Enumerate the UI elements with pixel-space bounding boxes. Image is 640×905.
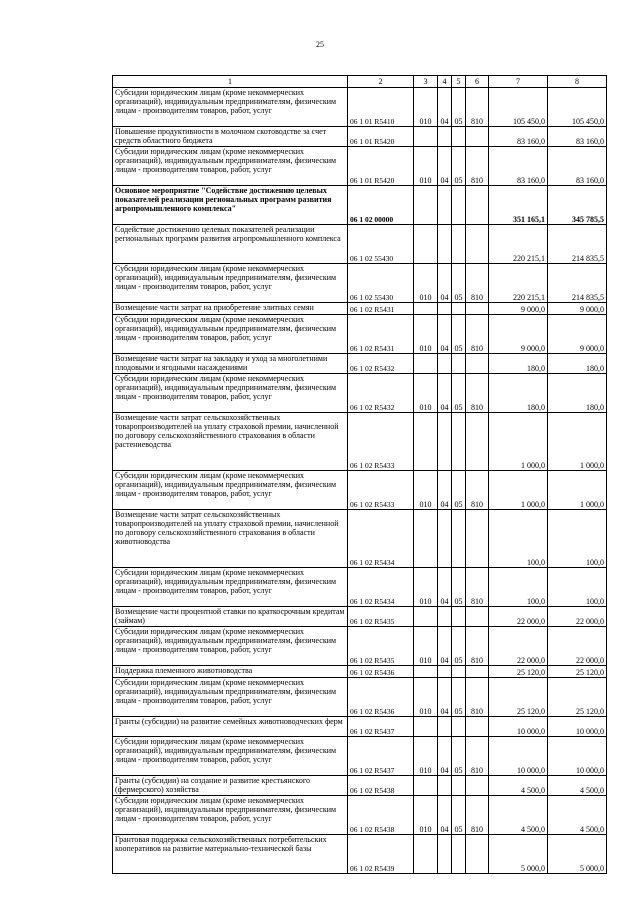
row-col4 [438,186,452,225]
row-col6 [466,835,489,874]
row-col6: 810 [466,264,489,303]
row-col6 [466,303,489,315]
row-value-8: 25 120,0 [548,678,607,717]
row-col4 [438,510,452,568]
table-row [113,737,607,776]
row-value-7: 220 215,1 [489,225,548,264]
row-col3 [414,607,438,627]
row-value-7: 83 160,0 [489,147,548,186]
row-col4: 04 [438,568,452,607]
row-value-7: 180,0 [489,374,548,413]
row-value-8: 10 000,0 [548,717,607,737]
row-code: 06 1 02 00000 [348,186,414,225]
column-header: 3 [414,76,438,88]
row-col6 [466,666,489,678]
row-col5: 05 [452,678,466,717]
row-col3 [414,186,438,225]
row-value-7: 1 000,0 [489,413,548,471]
row-value-8: 4 500,0 [548,776,607,796]
row-value-7: 9 000,0 [489,315,548,354]
row-col5 [452,225,466,264]
row-name: Возмещение части процентной ставки по краткосрочным кредитам (займам) [113,607,348,627]
row-col3: 010 [414,678,438,717]
row-code: 06 1 02 R5438 [348,776,414,796]
row-code: 06 1 02 R5436 [348,666,414,678]
row-code: 06 1 02 R5437 [348,737,414,776]
row-name: Повышение продуктивности в молочном скотоводстве за счет средств областного бюджета [113,127,348,147]
row-value-7: 1 000,0 [489,471,548,510]
row-col6 [466,717,489,737]
row-name: Субсидии юридическим лицам (кроме некоммерческих организаций), индивидуальным предпринимателям, физическим лицам - производителям товаров, работ, услуг [113,374,348,413]
row-value-7: 10 000,0 [489,737,548,776]
row-col3 [414,127,438,147]
row-code: 06 1 02 R5437 [348,717,414,737]
row-code: 06 1 02 R5434 [348,568,414,607]
row-value-8: 100,0 [548,568,607,607]
row-col3: 010 [414,737,438,776]
row-col3 [414,225,438,264]
row-value-8: 1 000,0 [548,471,607,510]
row-value-7: 5 000,0 [489,835,548,874]
row-col6: 810 [466,315,489,354]
table-row [113,568,607,607]
row-name: Субсидии юридическим лицам (кроме некоммерческих организаций), индивидуальным предпринимателям, физическим лицам - производителям товаров, работ, услуг [113,471,348,510]
row-col6: 810 [466,147,489,186]
row-col5 [452,186,466,225]
row-name: Субсидии юридическим лицам (кроме некоммерческих организаций), индивидуальным предпринимателям, физическим лицам - производителям товаров, работ, услуг [113,627,348,666]
column-header: 8 [548,76,607,88]
row-code: 06 1 02 55430 [348,264,414,303]
row-col5 [452,413,466,471]
row-value-7: 105 450,0 [489,88,548,127]
row-col6 [466,510,489,568]
row-col4 [438,666,452,678]
row-col3: 010 [414,471,438,510]
row-col6 [466,607,489,627]
row-col4 [438,127,452,147]
row-col3: 010 [414,264,438,303]
row-col5: 05 [452,374,466,413]
row-col4 [438,607,452,627]
row-value-7: 220 215,1 [489,264,548,303]
row-code: 06 1 01 R5420 [348,147,414,186]
row-col5 [452,607,466,627]
row-col4 [438,354,452,374]
row-name: Субсидии юридическим лицам (кроме некоммерческих организаций), индивидуальным предпринимателям, физическим лицам - производителям товаров, работ, услуг [113,147,348,186]
table-row [113,666,607,678]
table-row [113,303,607,315]
row-code: 06 1 02 R5431 [348,303,414,315]
row-col6: 810 [466,471,489,510]
row-col5: 05 [452,315,466,354]
row-value-8: 9 000,0 [548,315,607,354]
row-value-7: 351 165,1 [489,186,548,225]
row-code: 06 1 02 R5439 [348,835,414,874]
row-col3 [414,717,438,737]
row-value-8: 214 835,5 [548,264,607,303]
row-name: Гранты (субсидии) на создание и развитие крестьянского (фермерского) хозяйства [113,776,348,796]
row-code: 06 1 02 55430 [348,225,414,264]
page-number: 25 [316,40,324,49]
row-col5: 05 [452,627,466,666]
row-col5: 05 [452,264,466,303]
row-col5 [452,510,466,568]
row-col3: 010 [414,374,438,413]
row-value-8: 9 000,0 [548,303,607,315]
row-col6 [466,413,489,471]
row-code: 06 1 02 R5438 [348,796,414,835]
row-value-7: 100,0 [489,510,548,568]
row-name: Основное мероприятие "Содействие достижению целевых показателей реализации региональных программ развития агропромышленного комплекса" [113,186,348,225]
table-row [113,607,607,627]
row-col4: 04 [438,374,452,413]
row-col4: 04 [438,264,452,303]
row-col4: 04 [438,88,452,127]
row-col5: 05 [452,568,466,607]
row-value-8: 100,0 [548,510,607,568]
row-name: Субсидии юридическим лицам (кроме некоммерческих организаций), индивидуальным предпринимателям, физическим лицам - производителям товаров, работ, услуг [113,568,348,607]
row-value-8: 4 500,0 [548,796,607,835]
row-value-8: 180,0 [548,354,607,374]
row-col5 [452,354,466,374]
row-name: Субсидии юридическим лицам (кроме некоммерческих организаций), индивидуальным предпринимателям, физическим лицам - производителям товаров, работ, услуг [113,264,348,303]
row-col3: 010 [414,796,438,835]
row-col3: 010 [414,88,438,127]
row-code: 06 1 02 R5433 [348,471,414,510]
row-name: Возмещение части затрат сельскохозяйственных товаропроизводителей на уплату страховой премии, начисленной по договору сельскохозяйственного страхования в области растениеводства [113,413,348,471]
row-name: Поддержка племенного животноводства [113,666,348,678]
row-name: Возмещение части затрат на закладку и уход за многолетними плодовыми и ягодными насаждениями [113,354,348,374]
row-value-7: 83 160,0 [489,127,548,147]
row-col6 [466,354,489,374]
row-col3 [414,354,438,374]
row-col4 [438,413,452,471]
row-col6 [466,186,489,225]
row-col3 [414,776,438,796]
row-col5 [452,835,466,874]
table-row [113,127,607,147]
row-col5 [452,303,466,315]
table-row [113,627,607,666]
table-row [113,835,607,874]
row-value-7: 100,0 [489,568,548,607]
row-col5: 05 [452,471,466,510]
row-col6: 810 [466,737,489,776]
row-col5: 05 [452,737,466,776]
budget-table [112,75,607,874]
row-value-8: 105 450,0 [548,88,607,127]
row-value-8: 83 160,0 [548,147,607,186]
row-col4: 04 [438,678,452,717]
row-col4: 04 [438,315,452,354]
row-value-8: 22 000,0 [548,627,607,666]
row-col4 [438,717,452,737]
row-name: Возмещение части затрат сельскохозяйственных товаропроизводителей на уплату страховой премии, начисленной по договору сельскохозяйственного страхования в области животноводства [113,510,348,568]
row-value-7: 22 000,0 [489,627,548,666]
row-name: Субсидии юридическим лицам (кроме некоммерческих организаций), индивидуальным предпринимателям, физическим лицам - производителям товаров, работ, услуг [113,737,348,776]
row-value-8: 5 000,0 [548,835,607,874]
row-col5: 05 [452,88,466,127]
table-row [113,147,607,186]
row-col3 [414,666,438,678]
row-col5 [452,717,466,737]
row-value-7: 22 000,0 [489,607,548,627]
row-value-8: 1 000,0 [548,413,607,471]
row-value-8: 180,0 [548,374,607,413]
row-value-8: 345 785,5 [548,186,607,225]
row-col4: 04 [438,471,452,510]
row-col6: 810 [466,796,489,835]
row-name: Гранты (субсидии) на развитие семейных животноводческих ферм [113,717,348,737]
table-row [113,225,607,264]
row-name: Субсидии юридическим лицам (кроме некоммерческих организаций), индивидуальным предпринимателям, физическим лицам - производителям товаров, работ, услуг [113,796,348,835]
row-code: 06 1 02 R5432 [348,374,414,413]
row-col5 [452,666,466,678]
row-col4: 04 [438,147,452,186]
row-col4 [438,225,452,264]
row-value-8: 10 000,0 [548,737,607,776]
row-name: Субсидии юридическим лицам (кроме некоммерческих организаций), индивидуальным предпринимателям, физическим лицам - производителям товаров, работ, услуг [113,678,348,717]
row-code: 06 1 02 R5434 [348,510,414,568]
row-col6: 810 [466,627,489,666]
row-col4 [438,776,452,796]
table-row [113,796,607,835]
table-row [113,88,607,127]
table-row [113,374,607,413]
row-value-8: 214 835,5 [548,225,607,264]
table-row [113,510,607,568]
row-col5: 05 [452,147,466,186]
row-col6 [466,127,489,147]
table-row [113,315,607,354]
row-name: Субсидии юридическим лицам (кроме некоммерческих организаций), индивидуальным предпринимателям, физическим лицам - производителям товаров, работ, услуг [113,315,348,354]
row-code: 06 1 01 R5410 [348,88,414,127]
row-col6: 810 [466,568,489,607]
row-col3: 010 [414,627,438,666]
row-name: Возмещение части затрат на приобретение элитных семян [113,303,348,315]
row-col3 [414,510,438,568]
row-code: 06 1 02 R5431 [348,315,414,354]
column-header: 2 [348,76,414,88]
row-col4: 04 [438,796,452,835]
column-header: 5 [452,76,466,88]
row-col3 [414,835,438,874]
row-col3: 010 [414,568,438,607]
row-col4: 04 [438,627,452,666]
row-name: Грантовая поддержка сельскохозяйственных потребительских кооперативов на развитие материально-технической базы [113,835,348,874]
table-row [113,776,607,796]
row-value-7: 10 000,0 [489,717,548,737]
table-row [113,186,607,225]
row-value-7: 25 120,0 [489,678,548,717]
row-value-7: 180,0 [489,354,548,374]
row-col4 [438,303,452,315]
row-col3 [414,303,438,315]
column-header: 4 [438,76,452,88]
row-col5 [452,127,466,147]
row-col5: 05 [452,796,466,835]
row-value-8: 22 000,0 [548,607,607,627]
table-row [113,413,607,471]
row-code: 06 1 02 R5435 [348,607,414,627]
table-row [113,471,607,510]
row-col4: 04 [438,737,452,776]
row-value-7: 9 000,0 [489,303,548,315]
row-code: 06 1 02 R5436 [348,678,414,717]
row-value-8: 25 120,0 [548,666,607,678]
column-header: 7 [489,76,548,88]
column-header: 1 [113,76,348,88]
row-code: 06 1 02 R5432 [348,354,414,374]
row-col3 [414,413,438,471]
row-col5 [452,776,466,796]
row-value-7: 4 500,0 [489,796,548,835]
table-header-row [113,76,607,88]
row-code: 06 1 02 R5435 [348,627,414,666]
column-header: 6 [466,76,489,88]
row-col6: 810 [466,88,489,127]
row-col6: 810 [466,678,489,717]
row-code: 06 1 02 R5433 [348,413,414,471]
row-name: Субсидии юридическим лицам (кроме некоммерческих организаций), индивидуальным предпринимателям, физическим лицам - производителям товаров, работ, услуг [113,88,348,127]
row-name: Содействие достижению целевых показателей реализации региональных программ развития агропромышленного комплекса [113,225,348,264]
row-col6: 810 [466,374,489,413]
table-row [113,717,607,737]
row-col6 [466,776,489,796]
table-row [113,264,607,303]
table-row [113,354,607,374]
row-code: 06 1 01 R5420 [348,127,414,147]
row-col3: 010 [414,315,438,354]
row-value-7: 25 120,0 [489,666,548,678]
row-value-8: 83 160,0 [548,127,607,147]
table-row [113,678,607,717]
row-value-7: 4 500,0 [489,776,548,796]
row-col4 [438,835,452,874]
row-col6 [466,225,489,264]
row-col3: 010 [414,147,438,186]
